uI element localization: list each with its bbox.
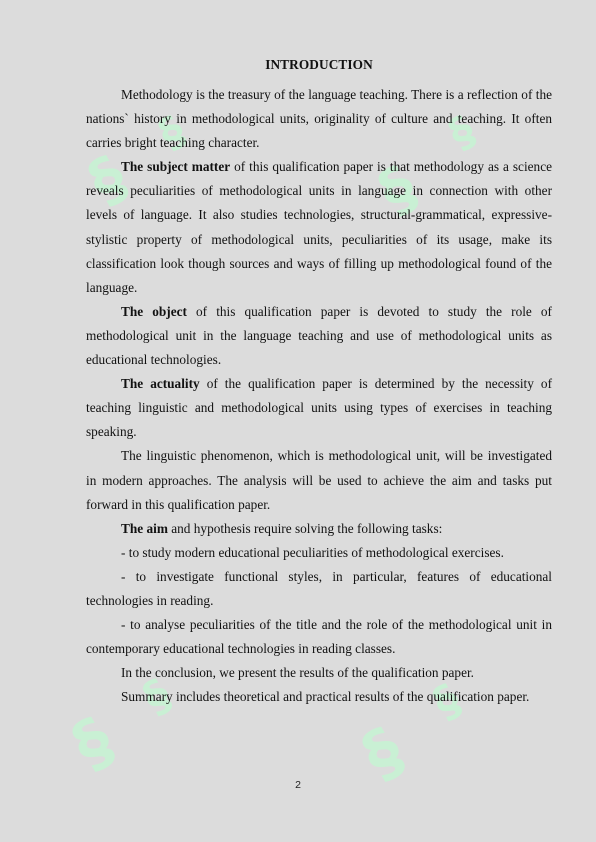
paragraph [86,83,552,155]
paragraph-list [86,83,552,709]
paragraph [86,372,552,444]
paragraph [86,444,552,516]
paragraph [86,613,552,661]
paragraph-text: - to investigate functional styles, in particular, features of educational technologies in reading. [86,568,552,608]
page-number: 2 [295,779,301,791]
paragraph [86,661,552,685]
watermark-glyph-8: § [425,674,470,730]
paragraph-lead: The subject matter [121,159,231,175]
paragraph [86,565,552,613]
paragraph-lead: The object [121,303,187,319]
paragraph-text: of this qualification paper is that methodology as a science reveals peculiarities of methodological units in language in connection with other levels of language. It also studies technologies, structural-grammatical, expressive-stylistic property of methodological units, peculiarities of its usage, make its classification look though sources and ways of filling up methodological found of the language. [86,159,553,295]
paragraph-text: Summary includes theoretical and practical results of the qualification paper. [121,689,530,705]
watermark-glyph-3: § [367,152,429,228]
watermark-glyph-2: § [150,105,194,159]
paragraph-text: - to analyse peculiarities of the title and the role of the methodological unit in contemporary educational technologies in reading classes. [86,617,552,657]
watermark-glyph-5: § [61,703,126,784]
paragraph-text: - to study modern educational peculiarities of methodological exercises. [121,544,504,560]
watermark-glyph-1: § [77,142,139,218]
paragraph-text: and hypothesis require solving the following tasks: [167,520,443,536]
paragraph [86,541,552,565]
paragraph [86,155,552,300]
paragraph-text: of this qualification paper is devoted to study the role of methodological unit in the language teaching and use of methodological units as educational technologies. [86,303,552,368]
paragraph-lead: The aim [121,520,168,536]
watermark-glyph-6: § [135,669,180,725]
paragraph-text: of the qualification paper is determined by the necessity of teaching linguistic and methodological units using types of exercises in teaching speaking. [86,376,553,440]
paragraph [86,685,552,709]
watermark-glyph-7: § [351,713,416,794]
paragraph-text: The linguistic phenomenon, which is methodological unit, will be investigated in modern approaches. The analysis will be used to achieve the aim and tasks put forward in this qualification paper. [86,448,552,512]
paragraph [86,517,552,541]
paragraph-text: Methodology is the treasury of the language teaching. There is a reflection of the nations` history in methodological units, originality of culture and teaching. It often carries bright teaching character. [86,87,552,151]
paragraph-text: In the conclusion, we present the results of the qualification paper. [121,665,474,681]
watermark-glyph-4: § [440,105,484,159]
page-title: INTRODUCTION [265,57,373,72]
paragraph-lead: The actuality [121,376,200,392]
document-body [86,55,552,709]
paragraph [86,300,552,372]
